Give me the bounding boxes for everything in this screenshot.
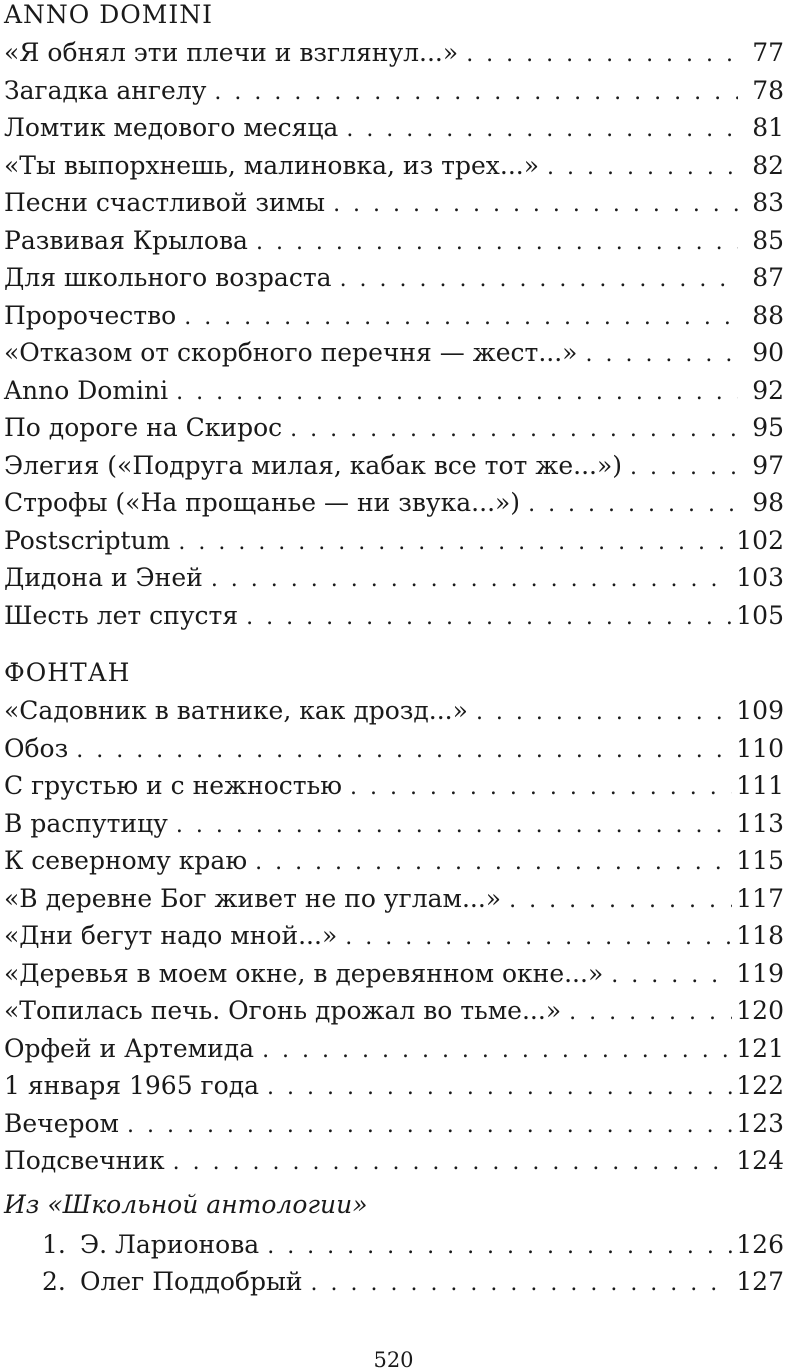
dot-leader: [345, 919, 732, 957]
toc-entry[interactable]: [4, 109, 784, 147]
entry-title: Ломтик медового месяца: [4, 113, 339, 142]
entry-title: 1 января 1965 года: [4, 1071, 260, 1100]
entry-title: Дидона и Эней: [4, 563, 203, 592]
section-title-anno-domini: ANNO DOMINI: [4, 0, 214, 29]
entry-title: Шесть лет спустя: [4, 600, 239, 630]
entry-page: 78: [752, 75, 784, 105]
dot-leader: [333, 186, 738, 224]
toc-entry[interactable]: [4, 522, 784, 560]
entry-title: К северному краю: [4, 846, 248, 875]
toc-entry[interactable]: [4, 72, 784, 110]
dot-leader: [214, 74, 738, 112]
dot-leader: [127, 1107, 732, 1145]
dot-leader: [630, 449, 738, 487]
dot-leader: [290, 411, 738, 449]
entry-page: 113: [736, 808, 784, 838]
entry-page: 120: [736, 996, 784, 1025]
toc-entry[interactable]: [4, 917, 784, 955]
entry-page: 102: [736, 525, 784, 555]
entry-page: 77: [752, 38, 784, 67]
entry-title: «Топилась печь. Огонь дрожал во тьме...»: [4, 996, 562, 1025]
dot-leader: [509, 882, 732, 920]
toc-entry[interactable]: [4, 334, 784, 372]
dot-leader: [176, 374, 738, 412]
dot-leader: [267, 1228, 732, 1266]
dot-leader: [569, 994, 732, 1032]
toc-entry[interactable]: [4, 1030, 784, 1068]
dot-leader: [184, 299, 738, 337]
dot-leader: [176, 807, 732, 845]
dot-leader: [528, 486, 738, 524]
dot-leader: [346, 111, 738, 149]
entry-title: По дороге на Скирос: [4, 413, 283, 442]
entry-page: 83: [752, 188, 784, 217]
section-title-fontan: ФОНТАН: [4, 658, 131, 687]
entry-title: Вечером: [4, 1108, 119, 1138]
dot-leader: [178, 524, 732, 562]
entry-page: 127: [736, 1267, 784, 1296]
subsection-title-school-anthology: Из «Школьной антологии»: [4, 1189, 368, 1219]
dot-leader: [547, 149, 738, 187]
entry-page: 118: [736, 921, 784, 950]
toc-entry[interactable]: [4, 147, 784, 185]
entry-title: «В деревне Бог живет не по углам...»: [4, 883, 502, 913]
entry-title: Э. Ларионова: [80, 1229, 260, 1259]
entry-title-wrap: [42, 1226, 259, 1264]
toc-entry[interactable]: [4, 1105, 784, 1143]
toc-entry[interactable]: [4, 992, 784, 1030]
entry-page: 95: [752, 413, 784, 442]
entry-page: 115: [736, 846, 784, 875]
entry-page: 85: [752, 225, 784, 255]
entry-title: Строфы («На прощанье — ни звука...»): [4, 488, 521, 517]
toc-entry[interactable]: [4, 34, 784, 72]
toc-sub-entry[interactable]: [4, 1226, 784, 1264]
entry-title: Загадка ангелу: [4, 75, 207, 105]
toc-entry[interactable]: [4, 767, 784, 805]
entry-title: Элегия («Подруга милая, кабак все тот же...»): [4, 450, 623, 480]
entry-title: Пророчество: [4, 300, 177, 330]
toc-entry[interactable]: [4, 880, 784, 918]
entry-title: «Отказом от скорбного перечня — жест...»: [4, 338, 578, 367]
toc-entry[interactable]: [4, 597, 784, 635]
dot-leader: [173, 1144, 733, 1182]
entry-title: «Садовник в ватнике, как дрозд...»: [4, 696, 468, 725]
entry-page: 103: [736, 563, 784, 592]
dot-leader: [585, 336, 738, 374]
entry-title: Обоз: [4, 733, 69, 763]
entry-page: 117: [736, 883, 784, 913]
dot-leader: [466, 36, 738, 74]
toc-entry[interactable]: [4, 297, 784, 335]
entry-page: 92: [752, 375, 784, 405]
entry-page: 87: [752, 263, 784, 292]
entry-title: Подсвечник: [4, 1146, 165, 1175]
entry-page: 119: [736, 958, 784, 988]
entry-number: 1.: [42, 1229, 66, 1259]
entry-page: 82: [752, 150, 784, 180]
toc-entry[interactable]: [4, 259, 784, 297]
dot-leader: [311, 1265, 733, 1303]
toc-entry[interactable]: [4, 730, 784, 768]
entry-page: 97: [752, 450, 784, 480]
entry-title: Олег Поддобрый: [80, 1267, 303, 1296]
toc-entry[interactable]: [4, 559, 784, 597]
entry-title-wrap: [42, 1263, 303, 1301]
toc-sub-entry[interactable]: [4, 1263, 784, 1301]
dot-leader: [340, 261, 738, 299]
toc-entry[interactable]: [4, 955, 784, 993]
entry-page: 111: [736, 771, 784, 800]
entry-page: 109: [736, 696, 784, 725]
dot-leader: [611, 957, 732, 995]
entry-page: 126: [736, 1229, 784, 1259]
toc-entry[interactable]: [4, 447, 784, 485]
dot-leader: [267, 1069, 732, 1107]
entry-title: «Ты выпорхнешь, малиновка, из трех...»: [4, 150, 540, 180]
entry-title: В распутицу: [4, 808, 168, 838]
entry-title: «Дни бегут надо мной...»: [4, 921, 338, 950]
entry-number: 2.: [42, 1267, 66, 1296]
entry-page: 121: [736, 1033, 784, 1063]
dot-leader: [262, 1032, 732, 1070]
toc-entry[interactable]: [4, 409, 784, 447]
entry-page: 81: [752, 113, 784, 142]
toc-entry[interactable]: [4, 1067, 784, 1105]
dot-leader: [256, 224, 738, 262]
toc-entry[interactable]: [4, 222, 784, 260]
entry-page: 123: [736, 1108, 784, 1138]
dot-leader: [246, 599, 732, 637]
entry-title: С грустью и с нежностью: [4, 771, 342, 800]
table-of-contents: [4, 0, 784, 1301]
entry-page: 98: [752, 488, 784, 517]
entry-title: Для школьного возраста: [4, 263, 332, 292]
entry-title: «Деревья в моем окне, в деревянном окне...»: [4, 958, 604, 988]
entry-title: Орфей и Артемида: [4, 1033, 255, 1063]
entry-page: 90: [752, 338, 784, 367]
toc-entry[interactable]: [4, 692, 784, 730]
dot-leader: [255, 844, 732, 882]
entry-title: Anno Domini: [4, 375, 169, 405]
page-number: 520: [373, 1348, 414, 1372]
entry-title: Postscriptum: [4, 525, 171, 555]
dot-leader: [350, 769, 732, 807]
entry-title: «Я обнял эти плечи и взглянул...»: [4, 38, 459, 67]
dot-leader: [476, 694, 732, 732]
toc-entry[interactable]: [4, 372, 784, 410]
toc-entry[interactable]: [4, 805, 784, 843]
dot-leader: [211, 561, 732, 599]
entry-page: 110: [736, 733, 784, 763]
toc-entry[interactable]: [4, 842, 784, 880]
entry-page: 124: [736, 1146, 784, 1175]
entry-title: Песни счастливой зимы: [4, 188, 326, 217]
toc-entry[interactable]: [4, 184, 784, 222]
dot-leader: [76, 732, 732, 770]
entry-page: 105: [736, 600, 784, 630]
entry-page: 122: [736, 1071, 784, 1100]
toc-entry[interactable]: [4, 484, 784, 522]
entry-page: 88: [752, 300, 784, 330]
toc-entry[interactable]: [4, 1142, 784, 1180]
entry-title: Развивая Крылова: [4, 225, 248, 255]
